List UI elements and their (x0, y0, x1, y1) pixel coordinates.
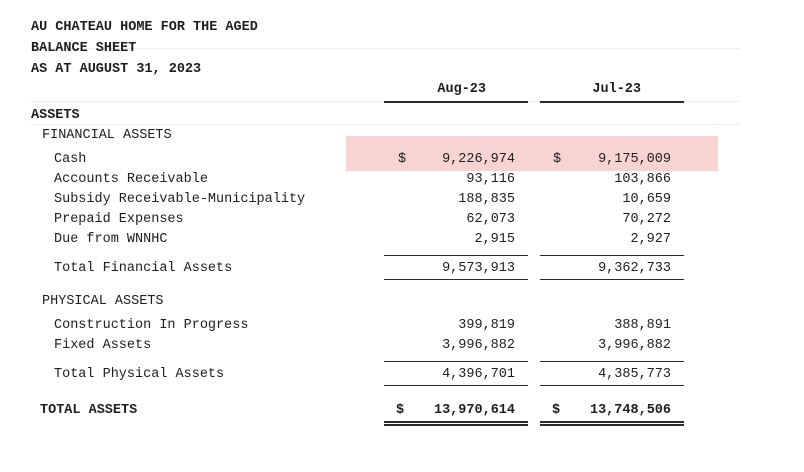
total-rule-aug (384, 385, 528, 386)
row-value-jul: 388,891 (614, 318, 671, 333)
row-label: Prepaid Expenses (54, 212, 184, 227)
row-label: Accounts Receivable (54, 172, 208, 187)
row-value-aug: 13,970,614 (433, 403, 515, 418)
row-value-jul: 9,362,733 (598, 261, 671, 276)
row-value-aug: 9,573,913 (442, 261, 515, 276)
column-underline-jul (540, 101, 684, 103)
total-rule-aug (384, 279, 528, 280)
row-value-jul: 2,927 (630, 232, 671, 247)
total-rule-jul (540, 279, 684, 280)
row-value-jul: 3,996,882 (598, 338, 671, 353)
row-value-aug: 399,819 (458, 318, 515, 333)
scan-line (30, 48, 740, 49)
row-value-jul: 13,748,506 (589, 403, 671, 418)
double-underline-jul (540, 421, 684, 426)
row-value-jul: 70,272 (622, 212, 671, 227)
subtotal-rule-jul (540, 361, 684, 362)
column-header-aug: Aug-23 (437, 82, 486, 97)
org-name: AU CHATEAU HOME FOR THE AGED (31, 20, 258, 35)
column-header-jul: Jul-23 (592, 82, 641, 97)
physical-assets-heading: PHYSICAL ASSETS (42, 294, 164, 309)
row-value-aug: 62,073 (466, 212, 515, 227)
dollar-sign: $ (553, 152, 562, 167)
subtotal-rule-aug (384, 255, 528, 256)
assets-heading: ASSETS (31, 108, 80, 123)
financial-assets-heading: FINANCIAL ASSETS (42, 128, 172, 143)
statement-title: BALANCE SHEET (31, 41, 137, 56)
row-label: Fixed Assets (54, 338, 152, 353)
subtotal-rule-jul (540, 255, 684, 256)
row-label: Total Physical Assets (54, 367, 225, 382)
row-value-aug: 93,116 (466, 172, 515, 187)
dollar-sign: $ (396, 403, 405, 418)
row-label: TOTAL ASSETS (40, 403, 138, 418)
row-value-jul: 9,175,009 (598, 152, 671, 167)
scan-line (30, 124, 740, 125)
row-value-aug: 3,996,882 (442, 338, 515, 353)
row-value-aug: 4,396,701 (442, 367, 515, 382)
row-label: Due from WNNHC (54, 232, 168, 247)
row-label: Subsidy Receivable-Municipality (54, 192, 306, 207)
row-label: Total Financial Assets (54, 261, 233, 276)
dollar-sign: $ (398, 152, 407, 167)
column-underline-aug (384, 101, 528, 103)
subtotal-rule-aug (384, 361, 528, 362)
row-value-aug: 2,915 (474, 232, 515, 247)
row-value-jul: 4,385,773 (598, 367, 671, 382)
row-value-jul: 10,659 (622, 192, 671, 207)
statement-date: AS AT AUGUST 31, 2023 (31, 62, 202, 77)
row-value-aug: 9,226,974 (442, 152, 515, 167)
row-value-aug: 188,835 (458, 192, 515, 207)
row-label: Construction In Progress (54, 318, 249, 333)
row-label: Cash (54, 152, 87, 167)
dollar-sign: $ (552, 403, 561, 418)
row-value-jul: 103,866 (614, 172, 671, 187)
total-rule-jul (540, 385, 684, 386)
double-underline-aug (384, 421, 528, 426)
